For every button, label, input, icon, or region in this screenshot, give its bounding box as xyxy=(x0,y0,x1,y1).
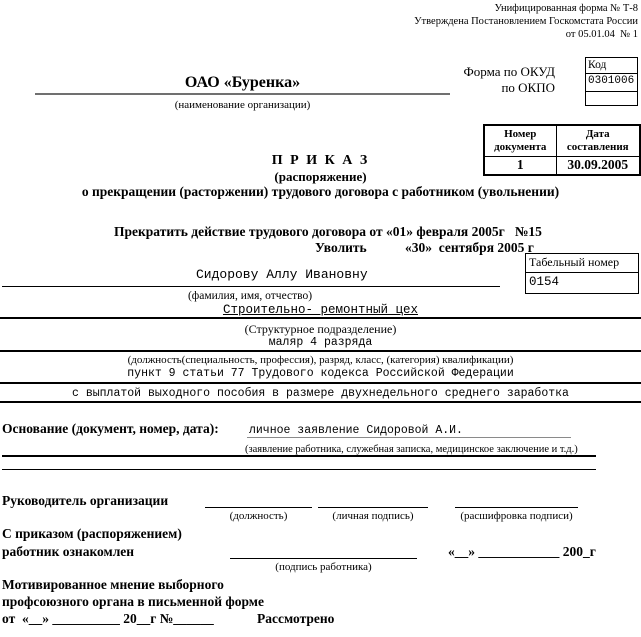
title-subject: о прекращении (расторжении) трудового договора с работником (увольнении) xyxy=(81,184,560,199)
head-of-organization-label: Руководитель организации xyxy=(2,493,169,508)
okud-okpo-labels xyxy=(430,64,555,96)
basis-extra-rule xyxy=(2,469,596,470)
department-value: Строительно- ремонтный цех xyxy=(222,303,419,317)
personnel-number-header: Табельный номер xyxy=(526,254,638,273)
approval-date: от 05.01.04 № 1 xyxy=(565,29,638,40)
basis-value-rule xyxy=(247,437,571,438)
position-rule xyxy=(0,350,641,352)
personnel-number-box xyxy=(525,253,639,294)
dismiss-date: «30» сентября 2005 г xyxy=(405,240,534,255)
union-opinion-line1: Мотивированное мнение выборного xyxy=(2,577,224,592)
employee-signature-caption: (подпись работника) xyxy=(275,561,372,573)
acquainted-date-blank: «__» ____________ 200_г xyxy=(448,544,596,559)
doc-date-value: 30.09.2005 xyxy=(556,156,640,175)
head-transcript-caption: (расшифровка подписи) xyxy=(460,510,573,522)
dismissal-grounds-value: пункт 9 статьи 77 Трудового кодекса Российской Федерации xyxy=(127,367,514,380)
department-caption: (Структурное подразделение) xyxy=(244,322,397,336)
basis-label: Основание (документ, номер, дата): xyxy=(2,421,219,436)
employee-name-value: Сидорову Аллу Ивановну xyxy=(196,267,368,282)
union-opinion-line2: профсоюзного органа в письменной форме xyxy=(2,594,264,609)
doc-date-header: Дата составления xyxy=(556,125,640,156)
organization-name: ОАО «Буренка» xyxy=(184,74,301,91)
dismiss-label: Уволить xyxy=(315,240,367,255)
doc-number-value: 1 xyxy=(484,156,556,175)
grounds-rule xyxy=(0,382,641,384)
severance-value: с выплатой выходного пособия в размере двухнедельного среднего заработка xyxy=(72,387,569,400)
head-signature-blank xyxy=(318,507,428,508)
position-caption: (должность(специальность, профессия), разряд, класс, (категория) квалификации) xyxy=(127,354,514,366)
acquainted-label-line1: С приказом (распоряжением) xyxy=(2,526,182,541)
approval-form-number: Унифицированная форма № Т-8 xyxy=(494,3,638,14)
title-rasporyazhenie: (распоряжение) xyxy=(274,169,367,184)
employee-signature-blank xyxy=(230,558,417,559)
code-box xyxy=(585,57,638,106)
approval-stamp xyxy=(300,2,638,41)
doc-number-header: Номер документа xyxy=(484,125,556,156)
approval-resolution: Утверждена Постановлением Госкомстата России xyxy=(414,16,638,27)
employee-name-rule xyxy=(2,286,500,287)
department-rule xyxy=(0,317,641,319)
terminate-statement: Прекратить действие трудового договора от «01» февраля 2005г №15 xyxy=(114,224,542,239)
severance-rule xyxy=(0,401,641,403)
acquainted-label-line2: работник ознакомлен xyxy=(2,544,135,559)
head-signature-caption: (личная подпись) xyxy=(332,510,414,522)
head-transcript-blank xyxy=(455,507,578,508)
head-position-caption: (должность) xyxy=(229,510,288,522)
union-opinion-date-blank: от «__» __________ 20__г №______ xyxy=(2,611,214,626)
okpo-code-value xyxy=(586,92,637,105)
personnel-number-value: 0154 xyxy=(529,275,560,289)
okud-code-value: 0301006 xyxy=(586,74,637,92)
union-opinion-status: Рассмотрено xyxy=(257,611,335,626)
position-value: маляр 4 разряда xyxy=(268,336,373,349)
title-prikaz: П Р И К А З xyxy=(271,153,370,168)
basis-value: личное заявление Сидоровой А.И. xyxy=(249,424,463,437)
okpo-label: по ОКПО xyxy=(501,80,555,95)
basis-caption-rule xyxy=(2,455,596,457)
basis-caption: (заявление работника, служебная записка, медицинское заключение и т.д.) xyxy=(245,444,578,455)
code-box-header: Код xyxy=(586,58,637,74)
head-position-blank xyxy=(205,507,312,508)
okud-label: Форма по ОКУД xyxy=(463,64,555,79)
employee-name-caption: (фамилия, имя, отчество) xyxy=(187,290,313,302)
organization-name-caption: (наименование организации) xyxy=(174,99,311,111)
organization-name-rule xyxy=(35,79,450,95)
